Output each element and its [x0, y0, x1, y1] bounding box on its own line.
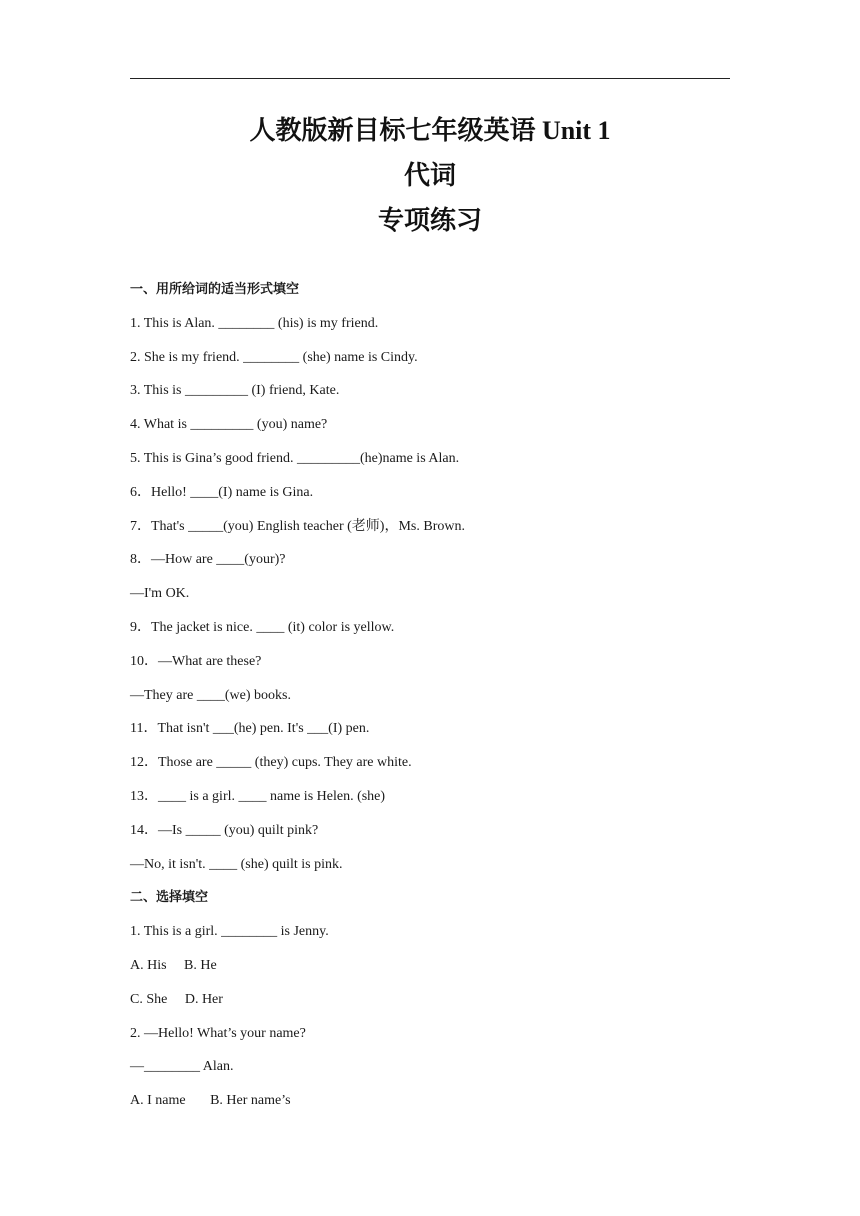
title-line-2: 代词 — [403, 161, 456, 190]
question-line: 1. This is a girl. ________ is Jenny. — [130, 924, 329, 940]
question-line: 12．Those are _____ (they) cups. They are white. — [130, 755, 412, 771]
question-line: 8．—How are ____(your)? — [130, 552, 286, 568]
answer-line: —They are ____(we) books. — [130, 687, 291, 703]
section-1-heading: 一、用所给词的适当形式填空 — [130, 282, 300, 297]
question-line: 7．That's _____(you) English teacher (老师)，Ms. Brown. — [130, 518, 465, 534]
option-line: A. His B. He — [130, 957, 217, 973]
question-line: 14．—Is _____ (you) quilt pink? — [130, 822, 319, 838]
document-title — [130, 108, 730, 243]
option-line: C. She D. Her — [130, 991, 223, 1007]
question-line: 2. She is my friend. ________ (she) name is Cindy. — [130, 349, 418, 365]
question-line: 9．The jacket is nice. ____ (it) color is yellow. — [130, 619, 395, 635]
question-line: 10．—What are these? — [130, 653, 262, 669]
title-line-3: 专项练习 — [377, 206, 482, 235]
question-line: 1. This is Alan. ________ (his) is my friend. — [130, 315, 379, 331]
answer-line: —________ Alan. — [130, 1059, 234, 1075]
title-line-1: 人教版新目标七年级英语 Unit 1 — [249, 116, 611, 145]
answer-line: —I'm OK. — [130, 586, 190, 602]
section-2-heading: 二、选择填空 — [130, 890, 209, 906]
document-body — [130, 280, 730, 1125]
question-line: 3. This is _________ (I) friend, Kate. — [130, 383, 340, 399]
answer-line: —No, it isn't. ____ (she) quilt is pink. — [130, 856, 343, 872]
question-line: 11．That isn't ___(he) pen. It's ___(I) pen. — [130, 721, 370, 737]
question-line: 4. What is _________ (you) name? — [130, 417, 328, 433]
question-line: 2. —Hello! What’s your name? — [130, 1025, 306, 1041]
question-line: 5. This is Gina’s good friend. _________(he)name is Alan. — [130, 450, 460, 466]
question-line: 13．____ is a girl. ____ name is Helen. (she) — [130, 788, 386, 804]
header-rule — [130, 78, 730, 79]
option-line: A. I name B. Her name’s — [130, 1093, 291, 1109]
question-line: 6．Hello! ____(I) name is Gina. — [130, 484, 314, 500]
